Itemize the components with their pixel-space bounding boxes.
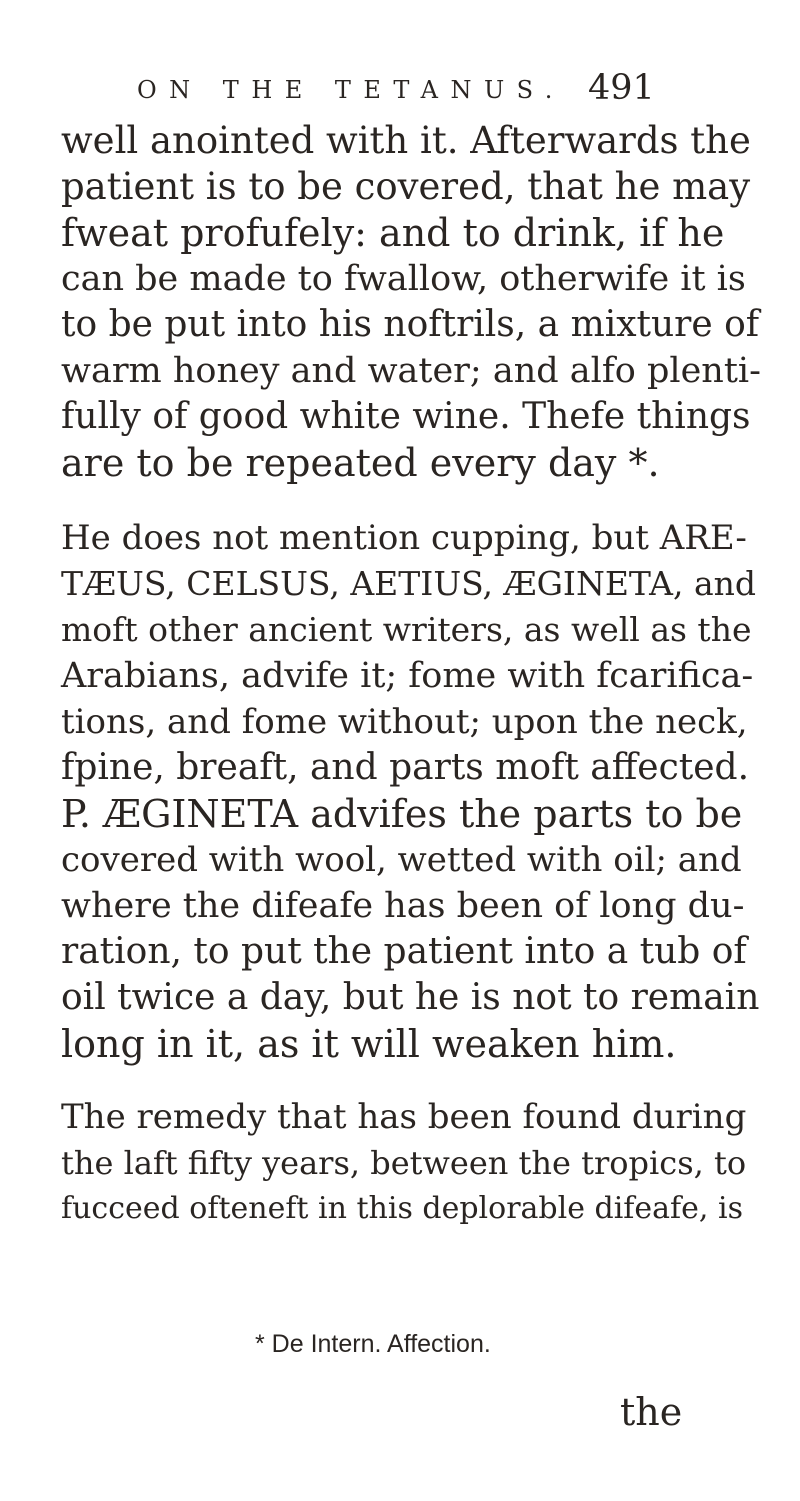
body-line-8: are to be repeated every day *.	[61, 441, 660, 485]
body-line-1: well anointed with it. Afterwards the	[61, 119, 751, 162]
body-line-11: moft other ancient writers, as well as the	[61, 610, 752, 649]
body-line-16: covered with wool, wetted with oil; and	[61, 840, 742, 880]
body-line-12: Arabians, advife it; fome with fcarifica-	[61, 656, 754, 696]
body-line-13: tions, and fome without; upon the neck,	[61, 702, 748, 742]
running-title: ON THE TETANUS.	[137, 76, 565, 104]
body-line-19: oil twice a day, but he is not to remain	[61, 977, 760, 1018]
body-line-17: where the difeafe has been of long du-	[61, 886, 745, 926]
body-line-23: fucceed ofteneft in this deplorable difeafe, is	[61, 1191, 743, 1226]
body-line-21: The remedy that has been found during	[61, 1097, 747, 1137]
body-line-4: can be made to fwallow, otherwife it is	[61, 259, 746, 299]
body-line-14: fpine, breaft, and parts moft affected.	[61, 747, 750, 788]
body-line-18: ration, to put the patient into a tub of	[61, 931, 747, 972]
body-line-10: TÆUS, CELSUS, AETIUS, ÆGINETA, and	[61, 564, 756, 603]
body-line-9: He does not mention cupping, but ARE-	[61, 518, 747, 558]
catchword: the	[620, 1390, 683, 1434]
body-line-2: patient is to be covered, that he may	[61, 165, 751, 208]
body-line-3: fweat profufely: and to drink, if he	[61, 211, 725, 255]
footnote: * De Intern. Affection.	[255, 1330, 491, 1358]
body-line-22: the laft fifty years, between the tropics, to	[61, 1144, 747, 1182]
body-line-20: long in it, as it will weaken him.	[61, 1022, 677, 1066]
body-line-5: to be put into his noftrils, a mixture of	[61, 304, 760, 345]
body-line-7: fully of good white wine. Thefe things	[61, 396, 751, 437]
body-line-15: P. ÆGINETA advifes the parts to be	[61, 792, 743, 836]
page-header	[137, 68, 697, 112]
body-line-6: warm honey and water; and alfo plenti-	[61, 351, 761, 391]
page-number: 491	[588, 68, 655, 108]
